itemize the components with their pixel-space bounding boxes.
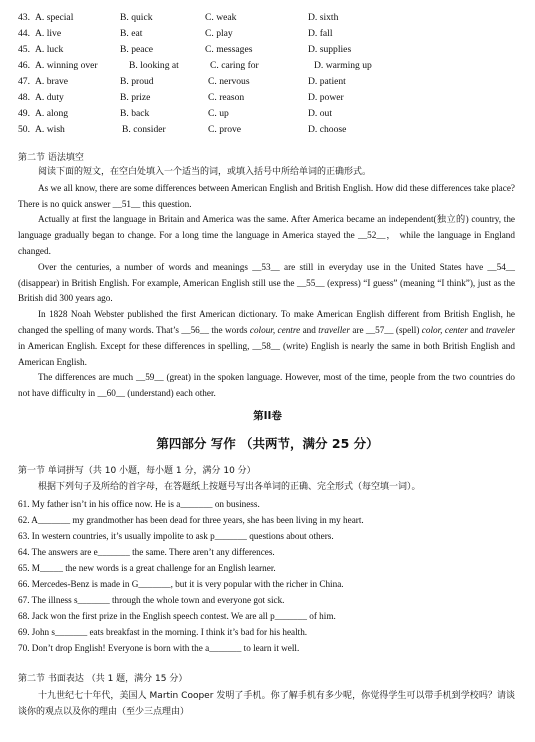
paragraph-5: The differences are much __59__ (great) in the spoken language. However, most of the time, people from the two countries do not have difficulty in __60__ (understand) each other. — [18, 372, 515, 399]
option-d: D. fall — [308, 28, 333, 39]
spelling-item-61: 61. My father isn’t in his office now. He is a_______ on business. — [18, 499, 260, 509]
section-heading-spelling: 第一节 单词拼写（共 10 小题，每小题 1 分，满分 10 分） — [18, 466, 256, 476]
paragraph-4: In 1828 Noah Webster published the first American dictionary. To make American English different from British English, he changed the spelling of many words. That’s __56__ the words colour, centre and traveller are __57__ (spell) color, center and traveler in American English. Except for these differences in spelling, __58__ (write) English is nearly the same in both British English and American English. — [18, 309, 516, 367]
question-number: 49. — [18, 108, 30, 119]
option-b: B. eat — [120, 28, 143, 39]
option-d: D. choose — [308, 124, 347, 135]
question-number: 45. — [18, 44, 30, 55]
option-d: D. patient — [308, 76, 346, 87]
writing-prompt-text: 十九世纪七十年代，美国人 Martin Cooper 发明了手机。你了解手机有多少呢，你觉得学生可以带手机到学校吗？请谈谈你的观点以及你的理由（至少三点理由） — [18, 691, 515, 717]
paragraph-2: Actually at first the language in Britain and America was the same. After America became an independent(独立的) country, the language gradually began to change. For a long time the language in America stayed the __52__， while the language in England changed. — [18, 214, 515, 256]
option-d: D. supplies — [308, 44, 352, 55]
spelling-item-67: 67. The illness s_______ through the whole town and everyone got sick. — [18, 595, 285, 605]
option-a: A. special — [35, 12, 74, 23]
spelling-item-64: 64. The answers are e_______ the same. There aren’t any differences. — [18, 547, 275, 557]
part-four-title: 第四部分 写作 （共两节，满分 25 分） — [156, 436, 379, 451]
grammar-passage — [18, 165, 515, 402]
option-a: A. along — [35, 108, 69, 119]
option-c: C. play — [205, 28, 233, 39]
spelling-instruction: 根据下列句子及所给的首字母，在答题纸上按题号写出各单词的正确、完全形式（每空填一词）。 — [38, 482, 421, 492]
option-d: D. power — [308, 92, 344, 103]
option-b: B. looking at — [129, 60, 179, 71]
question-number: 47. — [18, 76, 30, 87]
question-number: 43. — [18, 12, 30, 23]
option-c: C. messages — [205, 44, 253, 55]
question-number: 48. — [18, 92, 30, 103]
grammar-instruction: 阅读下面的短文，在空白处填入一个适当的词，或填入括号中所给单词的正确形式。 — [38, 167, 372, 177]
spelling-item-62: 62. A_______ my grandmother has been dead for three years, she has been living in my heart. — [18, 515, 364, 525]
option-d: D. sixth — [308, 12, 339, 23]
spelling-item-65: 65. M_____ the new words is a great challenge for an English learner. — [18, 563, 276, 573]
spelling-item-66: 66. Mercedes-Benz is made in G_______, but it is very popular with the richer in China. — [18, 579, 344, 589]
paragraph-1: As we all know, there are some differences between American English and British English. How did these differences take place? There is no quick answer __51__ this question. — [18, 182, 515, 209]
option-b: B. quick — [120, 12, 153, 23]
option-a: A. duty — [35, 92, 64, 103]
volume-title: 第II卷 — [253, 410, 282, 422]
option-a: A. winning over — [35, 60, 98, 71]
writing-prompt — [18, 688, 515, 720]
option-c: C. caring for — [210, 60, 259, 71]
option-a: A. luck — [35, 44, 64, 55]
section-heading-writing: 第二节 书面表达 （共 1 题，满分 15 分） — [18, 674, 188, 684]
option-a: A. wish — [35, 124, 65, 135]
paragraph-3: Over the centuries, a number of words and meanings __53__ are still in everyday use in the United States have __54__ (disappear) in British English. For example, American English still use the __55__ (express) “I guess” (meaning “I think”), just as the British did 300 years ago. — [18, 261, 515, 304]
option-b: B. prize — [120, 92, 151, 103]
question-number: 50. — [18, 124, 30, 135]
option-b: B. proud — [120, 76, 154, 87]
question-number: 44. — [18, 28, 30, 39]
option-b: B. peace — [120, 44, 154, 55]
question-number: 46. — [18, 60, 30, 71]
option-c: C. weak — [205, 12, 237, 23]
option-c: C. nervous — [208, 76, 250, 87]
option-d: D. out — [308, 108, 332, 119]
spelling-item-69: 69. John s_______ eats breakfast in the morning. I think it’s bad for his health. — [18, 627, 308, 637]
option-c: C. up — [208, 108, 229, 119]
option-d: D. warming up — [314, 60, 372, 71]
option-a: A. brave — [35, 76, 69, 87]
option-a: A. live — [35, 28, 62, 39]
option-c: C. prove — [208, 124, 242, 135]
option-b: B. back — [120, 108, 150, 119]
spelling-item-63: 63. In western countries, it’s usually impolite to ask p_______ questions about others. — [18, 531, 334, 541]
option-b: B. consider — [122, 124, 166, 135]
section-heading-grammar: 第二节 语法填空 — [18, 153, 84, 163]
spelling-item-70: 70. Don’t drop English! Everyone is born with the a_______ to learn it well. — [18, 643, 300, 653]
spelling-item-68: 68. Jack won the first prize in the English speech contest. We are all p_______ of him. — [18, 611, 336, 621]
option-c: C. reason — [208, 92, 245, 103]
